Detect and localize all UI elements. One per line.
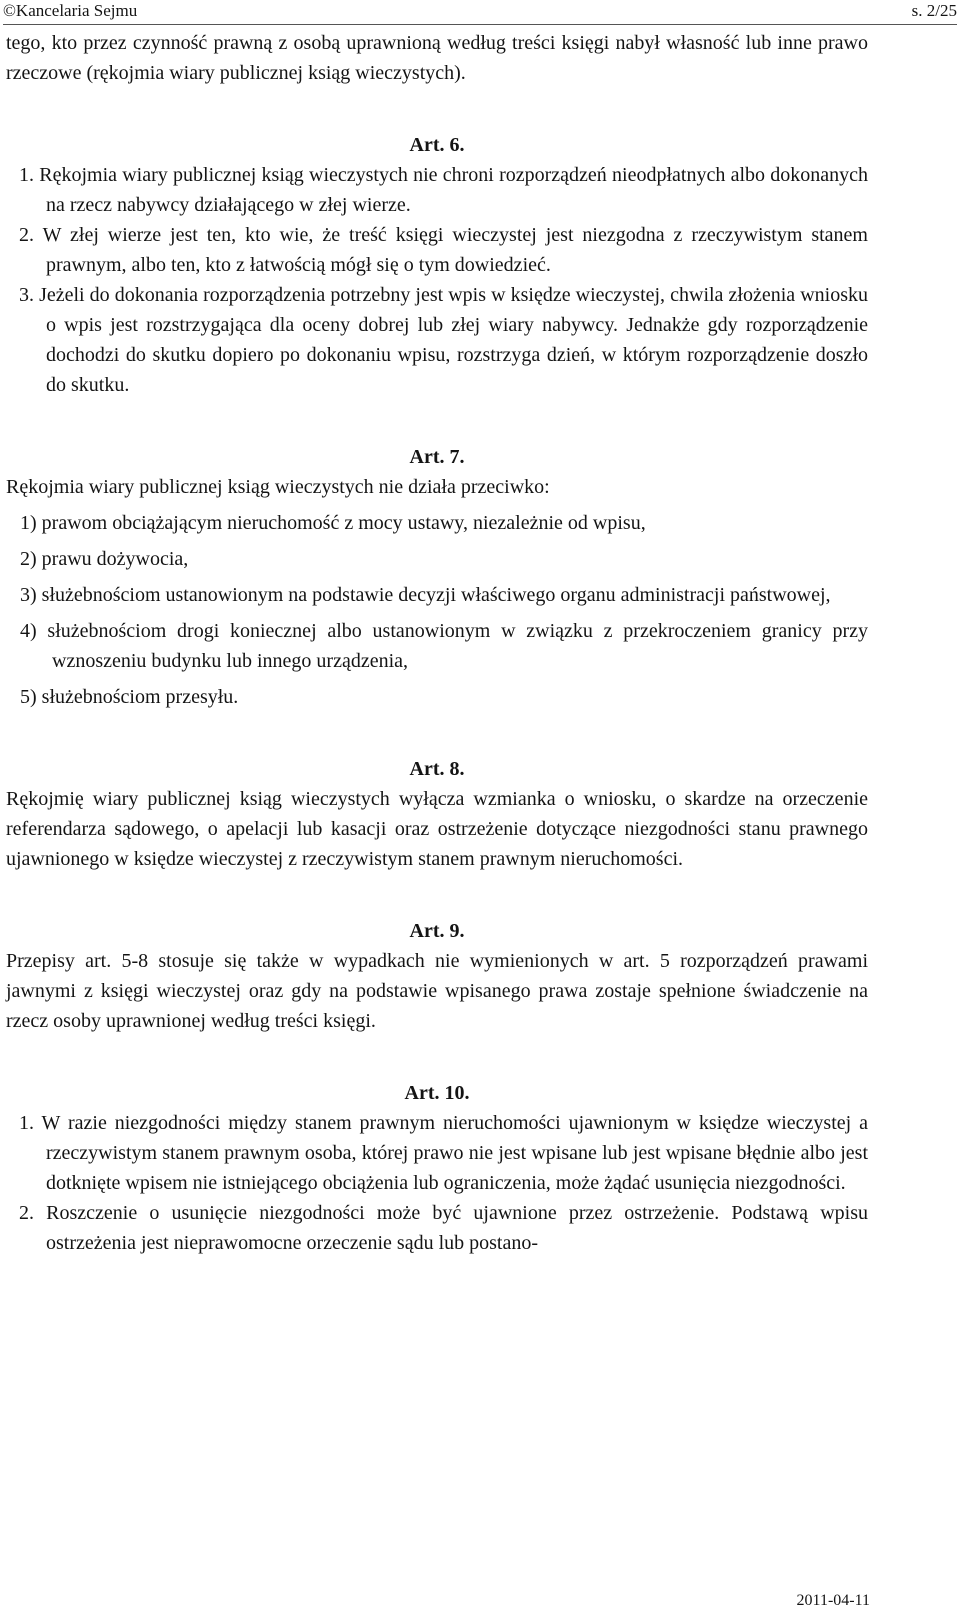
article-10-item-2: 2. Roszczenie o usunięcie niezgodności może być ujawnione przez ostrzeżenie. Podstawą wpisu ostrzeżenia jest nieprawomocne orzeczenie sądu lub postano- <box>19 1202 868 1254</box>
article-7-title: Art. 7. <box>409 446 465 468</box>
article-6-title: Art. 6. <box>409 134 465 156</box>
article-7-item-1: 1) prawom obciążającym nieruchomość z mocy ustawy, niezależnie od wpisu, <box>20 512 646 534</box>
intro-paragraph: tego, kto przez czynność prawną z osobą uprawnioną według treści księgi nabył własność lub inne prawo rzeczowe (rękojmia wiary publicznej ksiąg wieczystych). <box>6 32 868 84</box>
article-7-intro: Rękojmia wiary publicznej ksiąg wieczystych nie działa przeciwko: <box>6 476 550 498</box>
page-header <box>3 0 957 25</box>
article-9-title: Art. 9. <box>409 920 465 942</box>
document-body <box>6 28 868 1258</box>
article-8-text: Rękojmię wiary publicznej ksiąg wieczystych wyłącza wzmianka o wniosku, o skardze na orzeczenie referendarza sądowego, o apelacji lub kasacji oraz ostrzeżenie dotyczące niezgodności stanu prawnego ujawnionego w księdze wieczystej z rzeczywistym stanem prawnym nieruchomości. <box>6 788 868 870</box>
article-6-item-3: 3. Jeżeli do dokonania rozporządzenia potrzebny jest wpis w księdze wieczystej, chwila złożenia wniosku o wpis jest rozstrzygająca dla oceny dobrej lub złej wiary nabywcy. Jednakże gdy rozporządzenie dochodzi do skutku dopiero po dokonaniu wpisu, rozstrzyga dzień, w którym rozporządzenie doszło do skutku. <box>19 284 868 396</box>
article-10-title: Art. 10. <box>404 1082 470 1104</box>
article-10-item-1: 1. W razie niezgodności między stanem prawnym nieruchomości ujawnionym w księdze wieczystej a rzeczywistym stanem prawnym osoba, której prawo nie jest wpisane lub jest wpisane błędnie albo jest dotknięte wpisem nie istniejącego obciążenia lub ograniczenia, może żądać usunięcia niezgodności. <box>19 1112 868 1194</box>
header-page-number: s. 2/25 <box>911 1 957 20</box>
article-6-item-1: 1. Rękojmia wiary publicznej ksiąg wieczystych nie chroni rozporządzeń nieodpłatnych albo dokonanych na rzecz nabywcy działającego w złej wierze. <box>19 164 868 216</box>
article-7-item-4: 4) służebnościom drogi koniecznej albo ustanowionym w związku z przekroczeniem granicy przy wznoszeniu budynku lub innego urządzenia, <box>20 620 868 672</box>
article-6-item-2: 2. W złej wierze jest ten, kto wie, że treść księgi wieczystej jest niezgodna z rzeczywistym stanem prawnym, albo ten, kto z łatwością mógł się o tym dowiedzieć. <box>19 224 868 276</box>
article-8-title: Art. 8. <box>409 758 465 780</box>
article-7-item-3: 3) służebnościom ustanowionym na podstawie decyzji właściwego organu administracji państwowej, <box>20 584 831 606</box>
footer-date: 2011-04-11 <box>796 1592 870 1609</box>
article-9-text: Przepisy art. 5-8 stosuje się także w wypadkach nie wymienionych w art. 5 rozporządzeń prawami jawnymi z księgi wieczystej oraz gdy na podstawie wpisanego prawa zostaje spełnione świadczenie na rzecz osoby uprawnionej według treści księgi. <box>6 950 868 1032</box>
header-copyright: ©Kancelaria Sejmu <box>3 1 138 20</box>
article-7-item-2: 2) prawu dożywocia, <box>20 548 189 570</box>
article-7-item-5: 5) służebnościom przesyłu. <box>20 686 239 708</box>
